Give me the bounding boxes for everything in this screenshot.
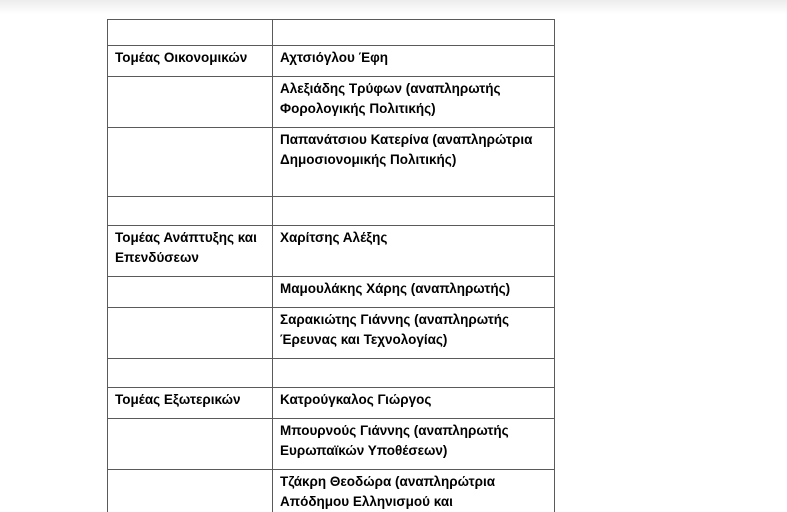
top-shade — [0, 0, 787, 14]
person-cell: Αλεξιάδης Τρύφων (αναπληρωτής Φορολογικής Πολιτικής) — [273, 77, 555, 128]
sector-cell: Τομέας Ανάπτυξης και Επενδύσεων — [108, 226, 273, 277]
sector-cell — [108, 128, 273, 197]
sector-cell: Τομέας Οικονομικών — [108, 46, 273, 77]
person-cell: Παπανάτσιου Κατερίνα (αναπληρώτρια Δημοσιονομικής Πολιτικής) — [273, 128, 555, 197]
person-cell: Σαρακιώτης Γιάννης (αναπληρωτής Έρευνας και Τεχνολογίας) — [273, 308, 555, 359]
table-row — [108, 46, 555, 77]
sector-cell — [108, 359, 273, 388]
person-cell: Αχτσιόγλου Έφη — [273, 46, 555, 77]
table-row — [108, 277, 555, 308]
table-row — [108, 77, 555, 128]
person-cell: Τζάκρη Θεοδώρα (αναπληρώτρια Απόδημου Ελληνισμού και — [273, 470, 555, 512]
table-row — [108, 308, 555, 359]
person-cell: Χαρίτσης Αλέξης — [273, 226, 555, 277]
sector-cell — [108, 197, 273, 226]
sector-cell — [108, 277, 273, 308]
table-row — [108, 359, 555, 388]
person-cell — [273, 20, 555, 46]
table-row — [108, 128, 555, 197]
sector-cell — [108, 419, 273, 470]
table-row — [108, 470, 555, 512]
table-row — [108, 388, 555, 419]
table-row — [108, 419, 555, 470]
table-row — [108, 197, 555, 226]
sector-cell — [108, 77, 273, 128]
sector-cell — [108, 308, 273, 359]
table-row — [108, 226, 555, 277]
table-body — [108, 20, 555, 512]
sector-cell: Τομέας Εξωτερικών — [108, 388, 273, 419]
person-cell — [273, 359, 555, 388]
person-cell: Μπουρνούς Γιάννης (αναπληρωτής Ευρωπαϊκών Υποθέσεων) — [273, 419, 555, 470]
table-row — [108, 20, 555, 46]
person-cell: Μαμουλάκης Χάρης (αναπληρωτής) — [273, 277, 555, 308]
person-cell — [273, 197, 555, 226]
sector-assignments-table — [107, 19, 555, 512]
sector-cell — [108, 470, 273, 512]
person-cell: Κατρούγκαλος Γιώργος — [273, 388, 555, 419]
sector-cell — [108, 20, 273, 46]
